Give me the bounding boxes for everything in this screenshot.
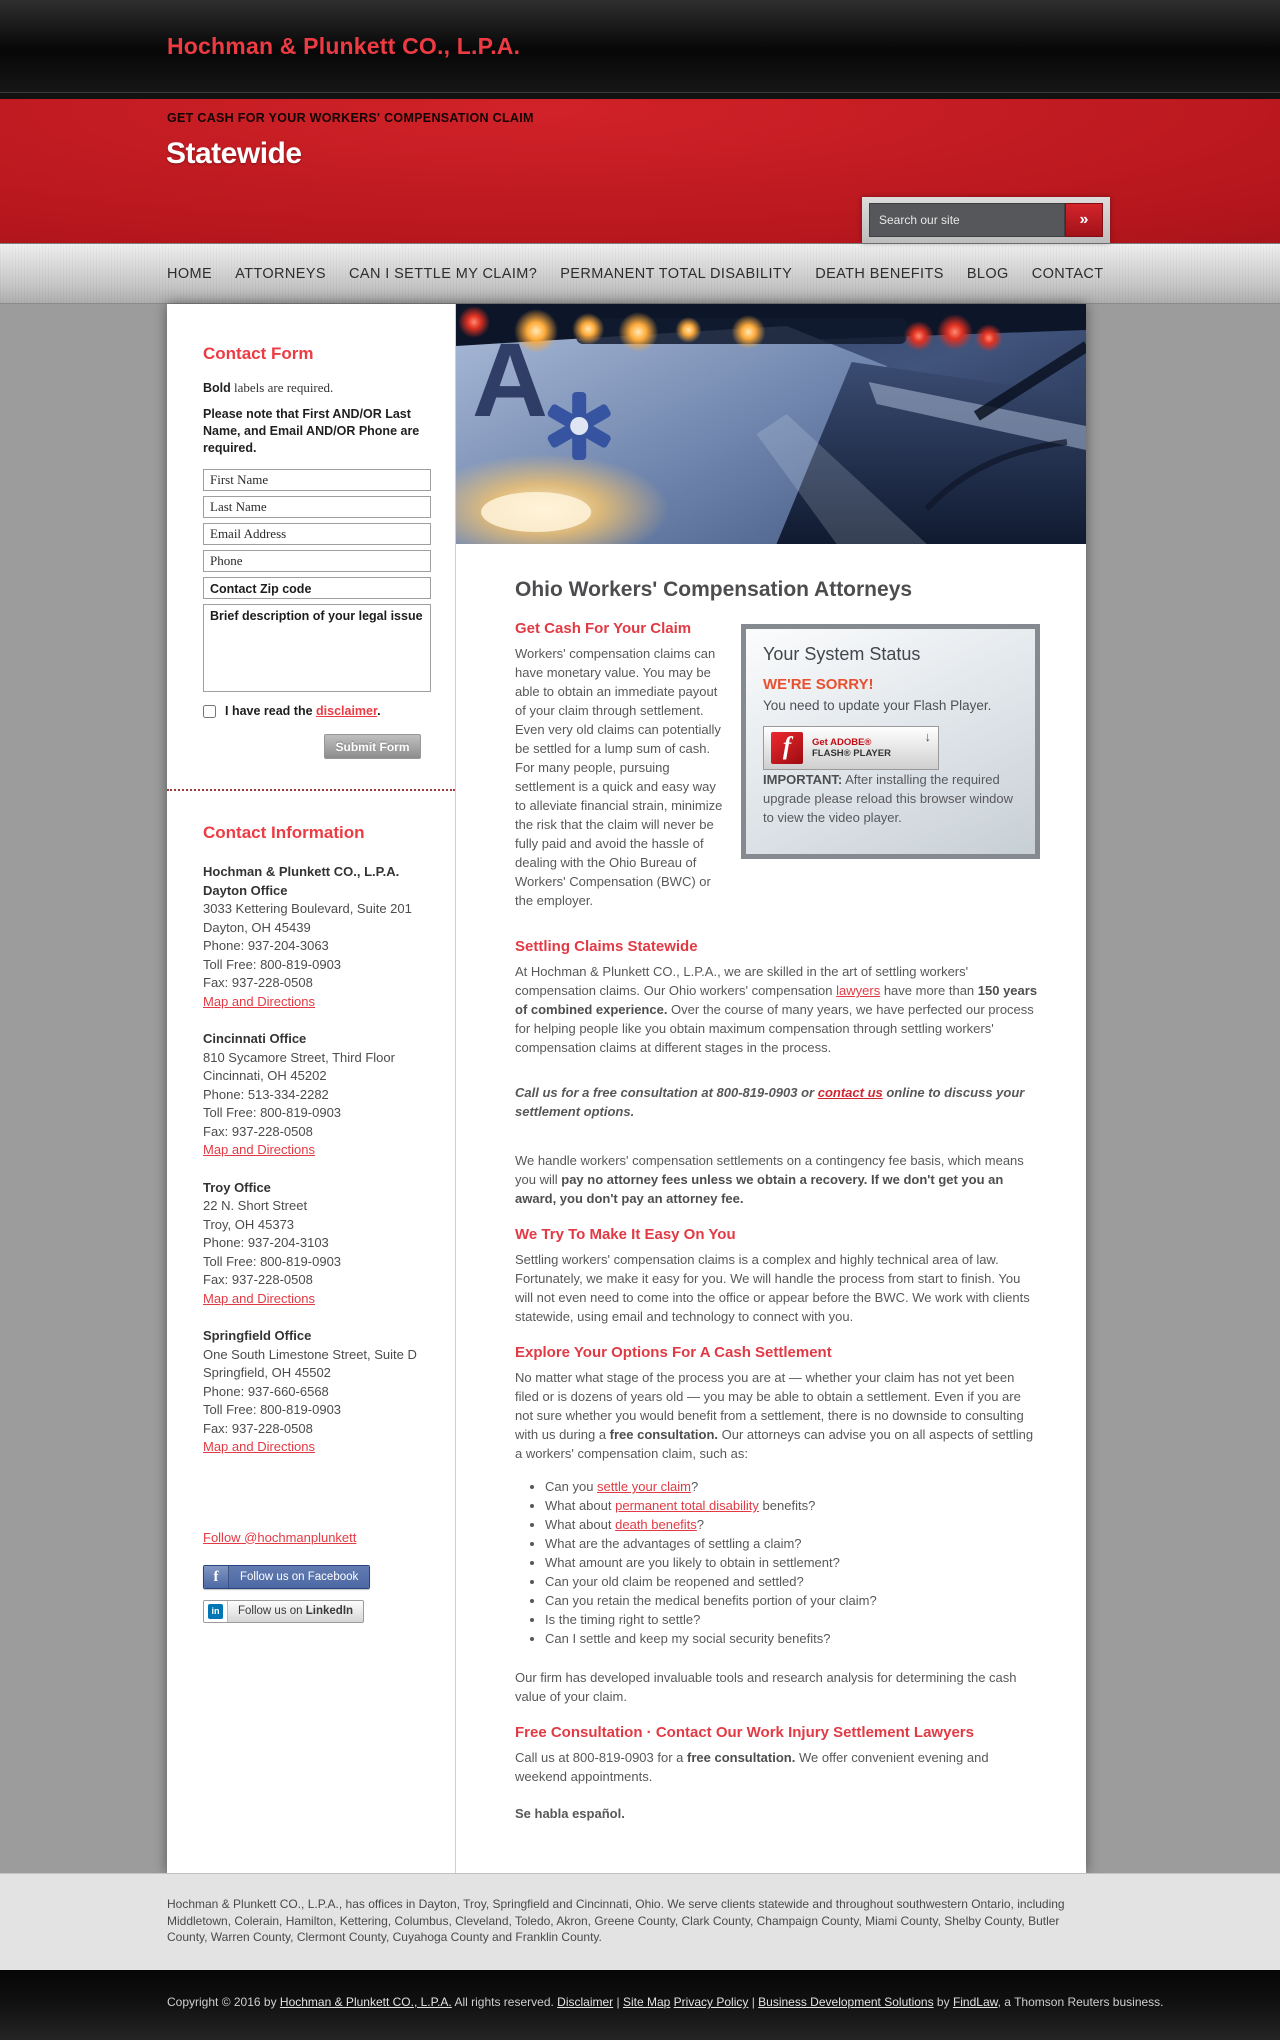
office-phone: Phone: 937-204-3063 [203,938,329,953]
contact-form-title: Contact Form [203,344,314,363]
section-heading-consult: Free Consultation · Contact Our Work Injury Settlement Lawyers [515,1724,974,1741]
nav-item-contact[interactable]: CONTACT [1031,265,1104,282]
section-heading-settling: Settling Claims Statewide [515,938,698,955]
page-body [0,304,1280,1873]
office-city: Cincinnati, OH 45202 [203,1068,327,1083]
office-phone: Phone: 513-334-2282 [203,1086,329,1102]
office-city: Dayton, OH 45439 [203,919,311,935]
office-city: Troy, OH 45373 [203,1216,295,1232]
office-dayton [203,863,431,1011]
death-benefits-link[interactable]: death benefits [615,1517,697,1532]
banner-tagline: GET CASH FOR YOUR WORKERS' COMPENSATION CLAIM [167,111,534,125]
office-troy [203,1179,431,1309]
main-content [456,304,1086,1873]
footer-findlaw-link[interactable]: FindLaw [952,1995,998,2009]
list-item: • What about death benefits? [545,1515,1040,1534]
system-status-sorry: WE'RE SORRY! [763,676,874,693]
nav-item-home[interactable]: HOME [167,265,213,282]
office-name: Dayton Office [203,882,288,898]
list-item: • Can I settle and keep my social security benefits? [545,1629,1040,1648]
zip-field[interactable] [203,577,431,599]
office-name: Cincinnati Office [203,1031,307,1046]
nav-item-blog[interactable]: BLOG [966,265,1009,282]
section-heading-easy: We Try To Make It Easy On You [515,1226,736,1243]
system-status-message: You need to update your Flash Player. [763,698,992,713]
social-links [203,1529,431,1623]
sidebar [167,304,456,1873]
last-name-field[interactable] [203,496,431,518]
linkedin-follow-button[interactable] [203,1600,364,1623]
flash-button-label: Get ADOBE® FLASH® PLAYER [812,736,891,759]
system-status-important: IMPORTANT: After installing the required upgrade please reload this browser window to view the video player. [763,772,1014,825]
office-fax: Fax: 937-228-0508 [203,975,313,990]
paragraph-easy: Settling workers' compensation claims is a complex and highly technical area of law. Fortunately, we make it easy for you. We will handle the process from start to finish. You will not even need to come into the office or appear before the BWC. We work with clients statewide, using email and technology to connect with you. [515,1252,1030,1324]
list-item: • What about permanent total disability benefits? [545,1496,1040,1515]
office-name: Troy Office [203,1179,271,1195]
list-item: • What are the advantages of settling a claim? [545,1534,1040,1553]
paragraph-explore: No matter what stage of the process you are at — whether your claim has not yet been filed or is dozens of years old — you may be able to obtain a settlement. Even if you are not sure whether you would benefit from a settlement, there is no downside to consulting with us during a free consultation. Our attorneys can advise you on all aspects of settling a workers' compensation claim, such as: [515,1370,1034,1461]
content-container [167,304,1086,1873]
contact-us-link[interactable]: contact us [817,1085,883,1100]
footer-privacy-link[interactable]: Privacy Policy [673,1995,749,2009]
footer-firm-link[interactable]: Hochman & Plunkett CO., L.P.A. [279,1995,452,2009]
map-directions-link[interactable]: Map and Directions [203,1142,315,1157]
free-consultation-callout: Call us for a free consultation at 800-819-0903 or contact us online to discuss your settlement options. [515,1085,1025,1119]
flash-player-icon: f [771,732,803,764]
paragraph-get-cash: Workers' compensation claims can have monetary value. You may be able to obtain an immediate payout of your claim through settlement. Even very old claims can potentially be settled for a lump sum of cash. For many people, pursuing settlement is a quick and easy way to alleviate financial strain, minimize the risk that the claim will never be fully paid and avoid the hassle of dealing with the Ohio Bureau of Workers' Compensation (BWC) or the employer. [515,646,723,908]
nav-item-settle-claim[interactable]: CAN I SETTLE MY CLAIM? [349,265,538,282]
office-address: 22 N. Short Street [203,1198,308,1213]
facebook-icon: f [204,1566,229,1588]
lawyers-link[interactable]: lawyers [836,983,881,998]
office-name: Springfield Office [203,1328,312,1343]
nav-item-attorneys[interactable]: ATTORNEYS [235,265,326,282]
twitter-follow-link[interactable]: Follow @hochmanplunkett [203,1529,357,1545]
linkedin-icon: in [204,1601,228,1622]
hero-banner [0,99,1280,243]
paragraph-contingency: We handle workers' compensation settlements on a contingency fee basis, which means you will pay no attorney fees unless we obtain a recovery. If we don't get you an award, you don't pay an attorney fee. [515,1153,1024,1206]
search-input[interactable] [869,203,1065,237]
system-status-title: Your System Status [763,644,921,664]
legal-issue-field[interactable] [203,604,431,692]
disclaimer-row [203,704,431,718]
submit-form-button[interactable]: Submit Form [324,734,421,759]
office-springfield [203,1327,431,1457]
office-cincinnati [203,1030,431,1160]
paragraph-settling: At Hochman & Plunkett CO., L.P.A., we are skilled in the art of settling workers' compensation claims. Our Ohio workers' compensation lawyers have more than 150 years of combined experience. Over the course of many years, we have perfected our process for helping people like you obtain maximum compensation through settling workers' compensation claims at different stages in the process. [515,964,1038,1055]
contact-info-title: Contact Information [203,823,365,842]
get-flash-player-button[interactable] [763,726,939,770]
ambulance-photo [456,304,1086,544]
svg-text:A: A [472,322,548,439]
list-item: • Can your old claim be reopened and settled? [545,1572,1040,1591]
disclaimer-checkbox[interactable] [203,705,216,718]
office-tollfree: Toll Free: 800-819-0903 [203,956,342,972]
email-field[interactable] [203,523,431,545]
footer-sitemap-link[interactable]: Site Map [622,1995,671,2009]
footer-copyright-bar: Copyright © 2016 by Hochman & Plunkett CO., L.P.A. All rights reserved. Disclaimer | Site Map Privacy Policy | Business Development Solutions by FindLaw, a Thomson Reuters business. [0,1970,1280,2040]
download-arrow-icon: ↓ [924,729,931,744]
required-note-2: Please note that First AND/OR Last Name, and Email AND/OR Phone are required. [203,407,420,455]
settlement-questions-list [545,1477,1040,1648]
paragraph-consult: Call us at 800-819-0903 for a free consultation. We offer convenient evening and weekend appointments. [515,1750,989,1784]
paragraph-tools: Our firm has developed invaluable tools and research analysis for determining the cash value of your claim. [515,1670,1017,1704]
office-address: 810 Sycamore Street, Third Floor [203,1049,395,1065]
main-nav [0,243,1280,304]
first-name-field[interactable] [203,469,431,491]
search-icon: » [1079,211,1089,228]
banner-region-title: Statewide [166,137,302,170]
office-city: Springfield, OH 45502 [203,1365,331,1380]
map-directions-link[interactable]: Map and Directions [203,993,315,1009]
settle-your-claim-link[interactable]: settle your claim [597,1479,691,1494]
office-fax: Fax: 937-228-0508 [203,1420,313,1436]
office-tollfree: Toll Free: 800-819-0903 [203,1105,342,1120]
disclaimer-label: I have read the disclaimer. [225,704,381,718]
search-submit-button[interactable] [1065,203,1103,237]
masthead-divider [0,92,1280,99]
map-directions-link[interactable]: Map and Directions [203,1439,315,1454]
phone-field[interactable] [203,550,431,572]
footer-bds-link[interactable]: Business Development Solutions [758,1995,934,2009]
nav-item-death-benefits[interactable]: DEATH BENEFITS [815,265,944,282]
system-status-box [741,624,1040,859]
office-phone: Phone: 937-204-3103 [203,1235,329,1250]
facebook-label: Follow us on Facebook [229,1566,369,1588]
permanent-total-disability-link[interactable]: permanent total disability [615,1498,759,1513]
footer-disclaimer-strip [0,1873,1280,1970]
masthead [0,0,1280,92]
dotted-separator [167,789,455,791]
footer-disclaimer-link[interactable]: Disclaimer [557,1995,614,2009]
facebook-follow-button[interactable] [203,1565,370,1589]
office-tollfree: Toll Free: 800-819-0903 [203,1402,342,1417]
page-title: Ohio Workers' Compensation Attorneys [515,578,913,601]
office-fax: Fax: 937-228-0508 [203,1123,313,1139]
site-search [862,197,1110,243]
list-item: • Can you retain the medical benefits portion of your claim? [545,1591,1040,1610]
office-address: 3033 Kettering Boulevard, Suite 201 [203,901,412,916]
office-phone: Phone: 937-660-6568 [203,1383,329,1399]
footer-disclaimer-text: Hochman & Plunkett CO., L.P.A., has offices in Dayton, Troy, Springfield and Cincinnati, Ohio. We serve clients statewide and throughout southwestern Ontario, including Middletown, Colerain, Hamilton, Kettering, Columbus, Cleveland, Toledo, Akron, Greene County, Clark County, Champaign County, Miami County, Shelby County, Butler County, Warren County, Clermont County, Cuyahoga County and Franklin County. [167,1897,1065,1944]
nav-item-permanent-total-disability[interactable]: PERMANENT TOTAL DISABILITY [560,265,793,282]
list-item: • Can you settle your claim? [545,1477,1040,1496]
map-directions-link[interactable]: Map and Directions [203,1290,315,1306]
firm-logo[interactable]: Hochman & Plunkett CO., L.P.A. [167,33,521,59]
list-item: • What amount are you likely to obtain in settlement? [545,1553,1040,1572]
office-fax: Fax: 937-228-0508 [203,1272,313,1287]
office-address: One South Limestone Street, Suite D [203,1346,417,1362]
section-heading-get-cash: Get Cash For Your Claim [515,620,692,637]
required-note: Bold labels are required. [203,380,334,395]
list-item: • Is the timing right to settle? [545,1610,1040,1629]
se-habla-espanol: Se habla español. [515,1806,625,1821]
disclaimer-link[interactable]: disclaimer [316,704,378,718]
office-tollfree: Toll Free: 800-819-0903 [203,1253,342,1269]
section-heading-explore: Explore Your Options For A Cash Settlement [515,1344,832,1361]
linkedin-label: Follow us on LinkedIn [238,1604,354,1617]
main-article [456,544,1086,1873]
firm-name: Hochman & Plunkett CO., L.P.A. [203,864,400,879]
